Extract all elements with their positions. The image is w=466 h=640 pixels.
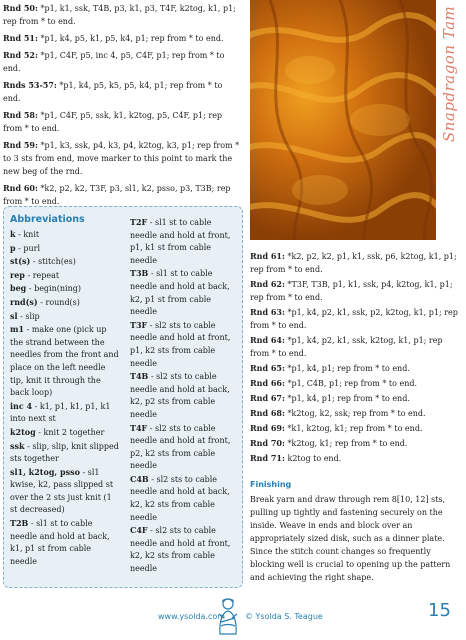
abbreviation-entry <box>10 323 120 400</box>
abbreviation-definition: - sl1 st to cable needle and hold at front, p1, k1 st from cable needle <box>130 218 231 265</box>
abbreviation-entry <box>10 310 120 324</box>
pattern-row <box>250 437 460 450</box>
abbreviation-term: p <box>10 242 16 253</box>
row-label: Rnd 67: <box>250 393 285 403</box>
abbreviation-term: T2B <box>10 518 29 529</box>
pattern-row <box>3 79 241 105</box>
row-instructions: *p1, k4, p5, k1, p5, k4, p1; rep from * to end. <box>37 34 224 43</box>
abbreviation-entry <box>130 473 238 524</box>
row-instructions: *p1, k4, p1; rep from * to end. <box>284 394 410 403</box>
right-pattern-rows <box>250 250 460 467</box>
row-instructions: k2tog to end. <box>284 454 342 463</box>
abbreviation-entry <box>130 267 238 318</box>
finishing-heading: Finishing <box>250 480 292 489</box>
pattern-row <box>3 2 241 28</box>
row-label: Rnd 68: <box>250 408 285 418</box>
abbreviation-term: C4F <box>130 525 148 536</box>
abbreviation-entry <box>130 422 238 473</box>
abbreviation-entry <box>10 517 120 568</box>
row-instructions: *p1, k1, ssk, T4B, p3, k1, p3, T4F, k2tog, k1, p1; rep from * to end. <box>3 4 236 26</box>
abbreviation-definition: - knit 2 together <box>35 427 105 437</box>
abbreviation-definition: - sl2 sts to cable needle and hold at back, k2, p2 sts from cable needle <box>130 372 230 419</box>
row-instructions: *p1, k4, p5, k5, p5, k4, p1; rep from * to end. <box>3 81 223 103</box>
abbreviation-term: C4B <box>130 473 149 484</box>
row-label: Rnd 60: <box>3 183 38 193</box>
row-label: Rnd 50: <box>3 3 38 13</box>
abbreviation-term: T2F <box>130 217 148 227</box>
row-label: Rnd 63: <box>250 307 285 317</box>
abbreviation-term: ssk <box>10 440 25 451</box>
abbreviation-definition: - sl2 sts to cable needle and hold at back, k2, k2 sts from cable needle <box>130 474 230 522</box>
row-instructions: *k2, p2, k2, p1, k1, ssk, p6, k2tog, k1, p1; rep from * to end. <box>250 252 457 274</box>
pattern-row <box>250 407 460 420</box>
row-instructions: *k1, k2tog, k1; rep from * to end. <box>284 424 423 433</box>
abbreviation-term: T4F <box>130 422 148 433</box>
abbreviation-entry <box>10 242 120 256</box>
abbreviations-title: Abbreviations <box>10 214 85 225</box>
abbreviation-definition: - sl2 sts to cable needle and hold at front, p2, k2 sts from cable needle <box>130 423 231 471</box>
pattern-row <box>250 452 460 465</box>
footer-copyright: © Ysolda S. Teague <box>245 612 323 621</box>
pattern-row <box>250 377 460 390</box>
pattern-title: Snapdragon Tam <box>440 6 458 143</box>
row-instructions: *p1, C4F, p5, ssk, k1, k2tog, p5, C4F, p1; rep from * to end. <box>3 111 223 133</box>
row-instructions: *p1, C4F, p5, inc 4, p5, C4F, p1; rep from * to end. <box>3 51 225 73</box>
pattern-row <box>3 139 241 178</box>
row-label: Rnd 64: <box>250 335 285 345</box>
abbreviation-definition: - k1, p1, k1, p1, k1 into next st <box>10 401 111 424</box>
row-instructions: *T3F, T3B, p1, k1, ssk, p4, k2tog, k1, p1; rep from * to end. <box>250 280 453 302</box>
pattern-row <box>3 32 241 45</box>
abbreviation-definition: - knit <box>15 230 40 239</box>
abbreviation-term: T3B <box>130 268 149 279</box>
abbreviation-entry <box>130 216 238 267</box>
abbreviation-entry <box>10 228 120 242</box>
abbreviation-definition: - sl2 sts to cable needle and hold at front, k2, k2 sts from cable needle <box>130 526 231 574</box>
abbreviation-definition: - stitch(es) <box>30 257 76 267</box>
knitter-logo-icon <box>215 596 241 640</box>
row-label: Rnd 66: <box>250 378 285 388</box>
abbreviation-entry <box>10 282 120 296</box>
abbreviation-definition: - sl1 st to cable needle and hold at back, k1, p1 st from cable needle <box>10 519 110 566</box>
row-label: Rnd 62: <box>250 279 285 289</box>
abbreviation-term: inc 4 <box>10 400 33 411</box>
row-instructions: *p1, k4, p2, k1, ssk, p2, k2tog, k1, p1; rep from * to end. <box>250 308 458 330</box>
abbreviation-entry <box>130 524 238 575</box>
row-instructions: *k2tog, k2, ssk; rep from * to end. <box>284 409 426 418</box>
abbreviation-entry <box>130 370 238 421</box>
abbreviation-term: sl <box>10 310 18 321</box>
abbreviation-definition: - round(s) <box>37 297 80 307</box>
row-label: Rnd 69: <box>250 423 285 433</box>
pattern-row <box>250 250 460 276</box>
abbreviation-entry <box>10 426 120 440</box>
row-label: Rnds 53-57: <box>3 80 57 90</box>
abbreviation-term: beg <box>10 283 27 294</box>
abbreviation-definition: - slip <box>17 311 40 321</box>
abbreviation-term: k2tog <box>10 426 36 437</box>
row-label: Rnd 61: <box>250 251 285 261</box>
knitted-tam-photo <box>250 0 436 240</box>
row-instructions: *p1, k3, ssk, p4, k3, p4, k2tog, k3, p1; rep from * to 3 sts from end, move marker to this point to mark the new beg of the rnd. <box>3 141 240 176</box>
left-pattern-rows <box>3 2 241 212</box>
row-label: Rnd 65: <box>250 363 285 373</box>
row-label: Rnd 52: <box>3 50 38 60</box>
pattern-row <box>3 182 241 208</box>
abbreviation-term: rep <box>10 269 25 280</box>
abbreviation-definition: - sl1 st to cable needle and hold at back, k2, p1 st from cable needle <box>130 269 230 317</box>
abbreviation-term: st(s) <box>10 256 31 267</box>
pattern-row <box>250 334 460 360</box>
footer-url: www.ysolda.com <box>158 612 226 621</box>
pattern-row <box>250 278 460 304</box>
abbreviation-term: k <box>10 229 16 239</box>
row-instructions: *k2tog, k1; rep from * to end. <box>284 439 408 448</box>
pattern-row <box>3 49 241 75</box>
abbreviation-term: sl1, k2tog, psso <box>10 466 80 477</box>
abbreviation-definition: - purl <box>15 243 41 253</box>
abbreviation-definition: - slip, slip, knit slipped sts together <box>10 441 119 464</box>
row-label: Rnd 51: <box>3 33 38 43</box>
pattern-row <box>250 392 460 405</box>
abbreviation-definition: - begin(ning) <box>26 284 81 294</box>
finishing-text: Break yarn and draw through rem 8[10, 12] sts, pulling up tightly and fastening securely on the inside. Weave in ends and block over an appropriately sized disk, such as a dinner plate. Since the stitch count changes so frequently blocking well is crucial to opening up the pattern and achieving the right shape. <box>250 495 451 582</box>
abbreviation-entry <box>10 269 120 283</box>
row-label: Rnd 70: <box>250 438 285 448</box>
abbreviation-term: T4B <box>130 371 149 382</box>
abbreviation-entry <box>10 255 120 269</box>
abbreviations-column-1 <box>10 228 120 568</box>
row-instructions: *p1, k4, p1; rep from * to end. <box>284 364 410 373</box>
abbreviation-entry <box>10 466 120 517</box>
row-label: Rnd 71: <box>250 453 285 463</box>
pattern-row <box>250 422 460 435</box>
abbreviation-entry <box>10 296 120 310</box>
row-instructions: *p1, k4, p2, k1, ssk, k2tog, k1, p1; rep from * to end. <box>250 336 443 358</box>
pattern-row <box>250 306 460 332</box>
abbreviation-definition: - sl1 kwise, k2, pass slipped st over the 2 sts just knit (1 st decreased) <box>10 467 114 515</box>
page-number: 15 <box>428 600 451 621</box>
abbreviation-term: T3F <box>130 319 148 330</box>
row-label: Rnd 58: <box>3 110 38 120</box>
abbreviations-column-2 <box>130 216 238 576</box>
row-instructions: *p1, C4B, p1; rep from * to end. <box>284 379 418 388</box>
abbreviation-term: rnd(s) <box>10 296 38 307</box>
row-label: Rnd 59: <box>3 140 38 150</box>
abbreviation-entry <box>130 319 238 370</box>
row-instructions: *k2, p2, k2, T3F, p3, sl1, k2, psso, p3, T3B; rep from * to end. <box>3 184 231 206</box>
abbreviation-definition: - make one (pick up the strand between the needles from the front and place on the left needle tip, knit it through the back loop) <box>10 325 119 398</box>
abbreviation-term: m1 <box>10 324 25 335</box>
abbreviation-definition: - sl2 sts to cable needle and hold at front, p1, k2 sts from cable needle <box>130 320 231 368</box>
pattern-row <box>3 109 241 135</box>
pattern-row <box>250 362 460 375</box>
abbreviation-entry <box>10 440 120 466</box>
abbreviation-definition: - repeat <box>24 270 60 280</box>
abbreviation-entry <box>10 400 120 426</box>
